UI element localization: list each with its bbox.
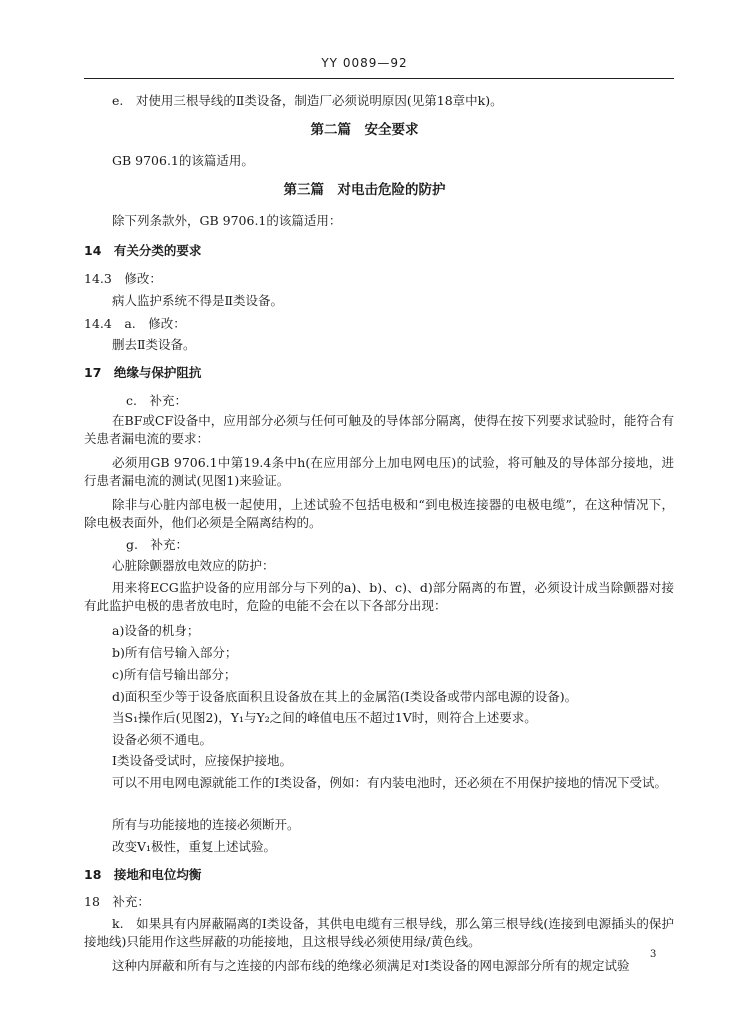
section-18-heading: 18 接地和电位均衡 bbox=[84, 867, 202, 882]
paragraph: 除下列条款外，GB 9706.1的该篇适用： bbox=[112, 213, 342, 228]
paragraph: GB 9706.1的该篇适用。 bbox=[112, 153, 254, 168]
part-three-title: 第三篇 对电击危险的防护 bbox=[283, 182, 446, 198]
part-two-title: 第二篇 安全要求 bbox=[310, 122, 419, 138]
paragraph: 病人监护系统不得是Ⅱ类设备。 bbox=[112, 293, 283, 308]
paragraph: Ⅰ类设备受试时，应接保护接地。 bbox=[112, 753, 292, 768]
clause-14-4: 14.4 a. 修改： bbox=[84, 316, 186, 331]
section-14-heading: 14 有关分类的要求 bbox=[84, 243, 202, 258]
header-rule bbox=[84, 78, 674, 79]
clause-18: 18 补充： bbox=[84, 894, 150, 909]
paragraph: 改变V₁极性，重复上述试验。 bbox=[112, 839, 277, 854]
paragraph: 删去Ⅱ类设备。 bbox=[112, 337, 196, 352]
list-item: b)所有信号输入部分； bbox=[112, 645, 238, 660]
item-c: c. 补充： bbox=[126, 393, 187, 408]
item-e: e. 对使用三根导线的Ⅱ类设备，制造厂必须说明原因(见第18章中k)。 bbox=[112, 93, 503, 108]
paragraph: 当S₁操作后(见图2)，Y₁与Y₂之间的峰值电压不超过1V时，则符合上述要求。 bbox=[112, 710, 537, 725]
section-17-heading: 17 绝缘与保护阻抗 bbox=[84, 365, 202, 380]
page-number: 3 bbox=[650, 949, 657, 960]
paragraph: 除非与心脏内部电极一起使用，上述试验不包括电极和“到电极连接器的电极电缆”，在这种情况下，除电极表面外，他们必须是全隔离结构的。 bbox=[84, 497, 674, 530]
list-item: a)设备的机身； bbox=[112, 623, 200, 638]
list-item: d)面积至少等于设备底面积且设备放在其上的金属箔(Ⅰ类设备或带内部电源的设备)。 bbox=[112, 689, 578, 704]
paragraph: 心脏除颤器放电效应的防护： bbox=[112, 558, 275, 573]
paragraph: 设备必须不通电。 bbox=[112, 732, 213, 747]
paragraph: 必须用GB 9706.1中第19.4条中h(在应用部分上加电网电压)的试验，将可触及的导体部分接地，进行患者漏电流的测试(见图1)来验证。 bbox=[84, 455, 674, 488]
list-item: c)所有信号输出部分； bbox=[112, 667, 237, 682]
item-k: k. 如果具有内屏蔽隔离的Ⅰ类设备，其供电电缆有三根导线，那么第三根导线(连接到电源插头的保护接地线)只能用作这些屏蔽的功能接地，且这根导线必须使用绿/黄色线。 bbox=[84, 916, 674, 949]
paragraph: 用来将ECG监护设备的应用部分与下列的a)、b)、c)、d)部分隔离的布置，必须设计成当除颤器对接有此监护电极的患者放电时，危险的电能不会在以下各部分出现： bbox=[84, 580, 674, 613]
paragraph: 可以不用电网电源就能工作的Ⅰ类设备，例如：有内装电池时，还必须在不用保护接地的情况下受试。 bbox=[112, 775, 667, 790]
item-g: g. 补充： bbox=[126, 537, 188, 552]
paragraph: 在BF或CF设备中，应用部分必须与任何可触及的导体部分隔离，使得在按下列要求试验时，能符合有关患者漏电流的要求： bbox=[84, 413, 674, 446]
paragraph: 这种内屏蔽和所有与之连接的内部布线的绝缘必须满足对Ⅰ类设备的网电源部分所有的规定试验 bbox=[112, 958, 630, 973]
standard-code-header: YY 0089—92 bbox=[321, 56, 408, 70]
paragraph: 所有与功能接地的连接必须断开。 bbox=[112, 817, 300, 832]
clause-14-3: 14.3 修改： bbox=[84, 271, 162, 286]
